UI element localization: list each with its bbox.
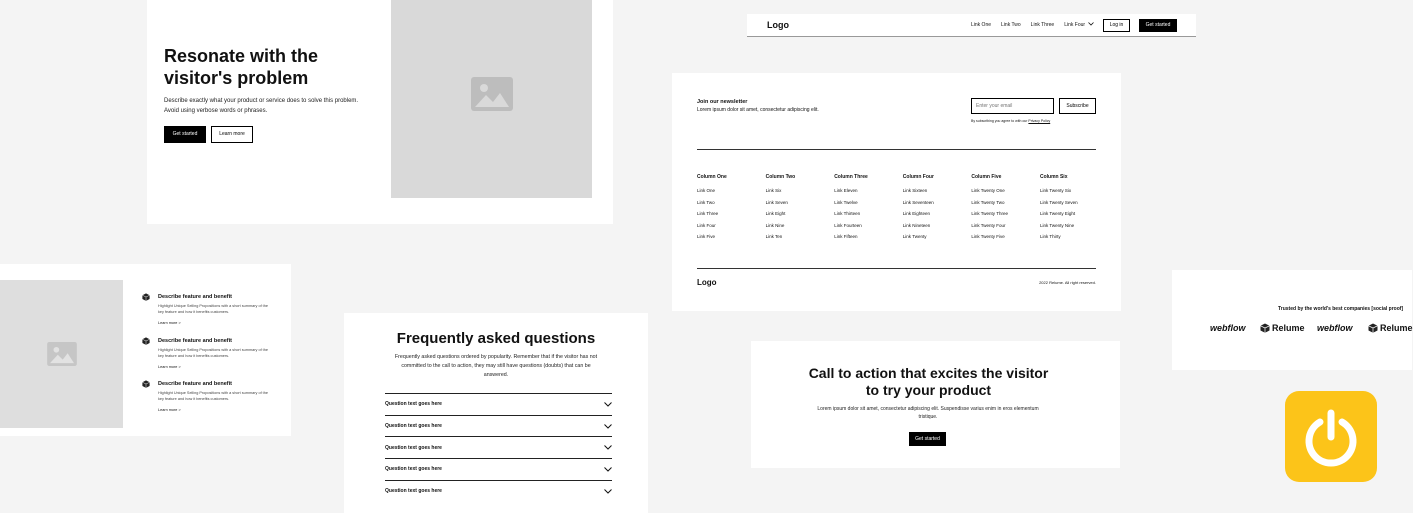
feature-title: Describe feature and benefit: [158, 338, 232, 344]
footer-column: [834, 174, 903, 246]
navbar-logo[interactable]: Logo: [767, 20, 789, 30]
footer-link[interactable]: Link Thirty: [1039, 234, 1061, 239]
footer-link[interactable]: Link Six: [765, 188, 782, 193]
footer-column-title: Column One: [697, 174, 727, 180]
divider: [697, 268, 1096, 269]
feature-learn-more-link[interactable]: Learn more >: [158, 321, 181, 325]
navbar: [747, 14, 1196, 37]
footer-link[interactable]: Link Four: [697, 222, 716, 228]
hero-description: Describe exactly what your product or service does to solve this problem. Avoid using verbose words or phrases.: [164, 98, 359, 114]
faq-description: Frequently asked questions ordered by popularity. Remember that if the visitor has not committed to the call to action, they may still have questions (doubts) that can be answered.: [394, 354, 598, 378]
logos-section: [1172, 270, 1412, 370]
footer-column-title: Column Six: [1039, 174, 1068, 180]
power-app-icon[interactable]: [1285, 391, 1377, 482]
faq-section: [344, 313, 648, 513]
copyright-text: 2022 Relume. All right reserved.: [1039, 280, 1096, 285]
fine-print-text: By subscribing you agree to with our: [971, 119, 1028, 123]
chevron-down-icon: [604, 402, 612, 407]
footer-link[interactable]: Link Eight: [765, 211, 786, 216]
footer-link[interactable]: Link Five: [697, 234, 716, 239]
footer-link[interactable]: Link Fourteen: [834, 222, 862, 228]
nav-link-four-label: Link Four: [1064, 22, 1086, 28]
footer-link[interactable]: Link Nine: [765, 222, 785, 228]
faq-question-text: Question text goes here: [385, 466, 442, 473]
faq-question-text: Question text goes here: [385, 423, 442, 430]
webflow-logo: webflow: [1210, 323, 1246, 333]
newsletter-title: Join our newsletter: [697, 99, 748, 105]
navbar-get-started-button[interactable]: Get started: [1139, 19, 1177, 32]
footer-column-title: Column Four: [902, 174, 934, 180]
footer-link[interactable]: Link Twenty: [902, 234, 927, 239]
newsletter-fine-print: [971, 119, 1050, 123]
faq-question[interactable]: [385, 436, 612, 458]
cta-description: Lorem ipsum dolor sit amet, consectetur adipiscing elit. Suspendisse varius enim in eros elementum tristique.: [817, 406, 1039, 420]
chevron-down-icon: [1088, 22, 1094, 26]
footer-column: [1040, 174, 1109, 246]
hero-get-started-button[interactable]: Get started: [164, 126, 206, 143]
faq-title: Frequently asked questions: [396, 330, 596, 347]
footer-link[interactable]: Link Twelve: [834, 199, 858, 205]
logos-title: Trusted by the world's best companies [social proof]: [1278, 306, 1404, 312]
chevron-down-icon: [604, 445, 612, 450]
faq-question[interactable]: [385, 480, 612, 502]
footer-link[interactable]: Link Twenty Four: [971, 222, 1006, 228]
footer-link[interactable]: Link Ten: [765, 234, 783, 239]
footer-link[interactable]: Link Three: [697, 211, 719, 216]
hero-learn-more-button[interactable]: Learn more: [211, 126, 253, 143]
faq-question-text: Question text goes here: [385, 401, 442, 408]
footer-link[interactable]: Link Twenty Nine: [1039, 222, 1075, 228]
subscribe-button[interactable]: Subscribe: [1059, 98, 1096, 114]
faq-question[interactable]: [385, 458, 612, 480]
footer-link[interactable]: Link Twenty Six: [1039, 188, 1072, 193]
footer-link[interactable]: Link Eleven: [834, 188, 858, 193]
feature-description: Highlight Unique Selling Propositions with a short summary of the key feature and how it benefits customers.: [158, 304, 268, 314]
feature-title: Describe feature and benefit: [158, 381, 232, 387]
privacy-policy-link[interactable]: Privacy Policy: [1028, 119, 1051, 123]
footer-column: [766, 174, 835, 246]
cube-icon: [142, 337, 150, 345]
email-input[interactable]: [971, 98, 1054, 114]
faq-question[interactable]: [385, 415, 612, 437]
power-icon: [1301, 407, 1361, 467]
footer-link[interactable]: Link Twenty Five: [971, 234, 1005, 239]
cta-title: Call to action that excites the visitor to try your product: [808, 365, 1049, 398]
relume-logo-text: Relume: [1272, 323, 1305, 333]
footer-link[interactable]: Link Seven: [765, 199, 788, 205]
footer-columns: [697, 174, 1109, 246]
footer-link[interactable]: Link Two: [697, 199, 715, 205]
feature-description: Highlight Unique Selling Propositions with a short summary of the key feature and how it benefits customers.: [158, 348, 268, 358]
footer-logo[interactable]: Logo: [697, 278, 717, 287]
faq-list: [385, 393, 612, 501]
cube-icon: [1368, 323, 1378, 333]
footer-link[interactable]: Link Twenty Eight: [1039, 211, 1076, 216]
image-placeholder-icon: [47, 342, 77, 366]
hero-image-placeholder: [391, 0, 592, 198]
nav-link-one[interactable]: Link One: [971, 22, 992, 28]
relume-logo-text: Relume: [1380, 323, 1413, 333]
footer-link[interactable]: Link Twenty Seven: [1039, 199, 1078, 205]
footer-link[interactable]: Link Thirteen: [834, 211, 861, 216]
footer-link[interactable]: Link Eighteen: [902, 211, 931, 216]
hero-title: Resonate with the visitor's problem: [164, 46, 319, 88]
feature-image-placeholder: [0, 280, 123, 428]
footer-column-title: Column Two: [765, 174, 796, 180]
navbar-links: [971, 22, 1094, 28]
faq-question-text: Question text goes here: [385, 488, 442, 495]
footer-link[interactable]: Link Twenty One: [971, 188, 1005, 193]
footer-link[interactable]: Link Sixteen: [902, 188, 928, 193]
login-button[interactable]: Log in: [1103, 19, 1130, 32]
nav-link-two[interactable]: Link Two: [1001, 22, 1021, 28]
image-placeholder-icon: [471, 77, 513, 111]
relume-logo: [1368, 323, 1413, 333]
cube-icon: [142, 380, 150, 388]
feature-learn-more-link[interactable]: Learn more >: [158, 408, 181, 412]
chevron-down-icon: [604, 489, 612, 494]
chevron-down-icon: [604, 467, 612, 472]
footer-column: [903, 174, 972, 246]
footer-section: [672, 73, 1121, 311]
footer-column: [971, 174, 1040, 246]
nav-link-three[interactable]: Link Three: [1030, 22, 1055, 28]
cta-get-started-button[interactable]: Get started: [909, 432, 946, 446]
feature-description: Highlight Unique Selling Propositions with a short summary of the key feature and how it benefits customers.: [158, 391, 268, 401]
cta-section: [751, 341, 1120, 468]
footer-link[interactable]: Link Twenty Two: [971, 199, 1005, 205]
footer-link[interactable]: Link One: [697, 188, 716, 193]
feature-title: Describe feature and benefit: [158, 294, 232, 300]
features-section: [0, 264, 291, 436]
relume-logo: [1260, 323, 1305, 333]
nav-link-four[interactable]: [1064, 22, 1094, 28]
footer-link[interactable]: Link Nineteen: [902, 222, 931, 228]
footer-link[interactable]: Link Seventeen: [902, 199, 934, 205]
divider: [697, 149, 1096, 150]
cube-icon: [142, 293, 150, 301]
feature-learn-more-link[interactable]: Learn more >: [158, 365, 181, 369]
footer-link[interactable]: Link Twenty Three: [971, 211, 1008, 216]
cube-icon: [1260, 323, 1270, 333]
newsletter-description: Lorem ipsum dolor sit amet, consectetur adipiscing elit.: [697, 107, 819, 113]
hero-section: [147, 0, 613, 224]
faq-question[interactable]: [385, 393, 612, 415]
footer-column: [697, 174, 766, 246]
footer-column-title: Column Five: [971, 174, 1002, 180]
footer-link[interactable]: Link Fifteen: [834, 234, 858, 239]
webflow-logo: webflow: [1317, 323, 1353, 333]
faq-question-text: Question text goes here: [385, 444, 442, 451]
footer-column-title: Column Three: [834, 174, 868, 180]
chevron-down-icon: [604, 424, 612, 429]
